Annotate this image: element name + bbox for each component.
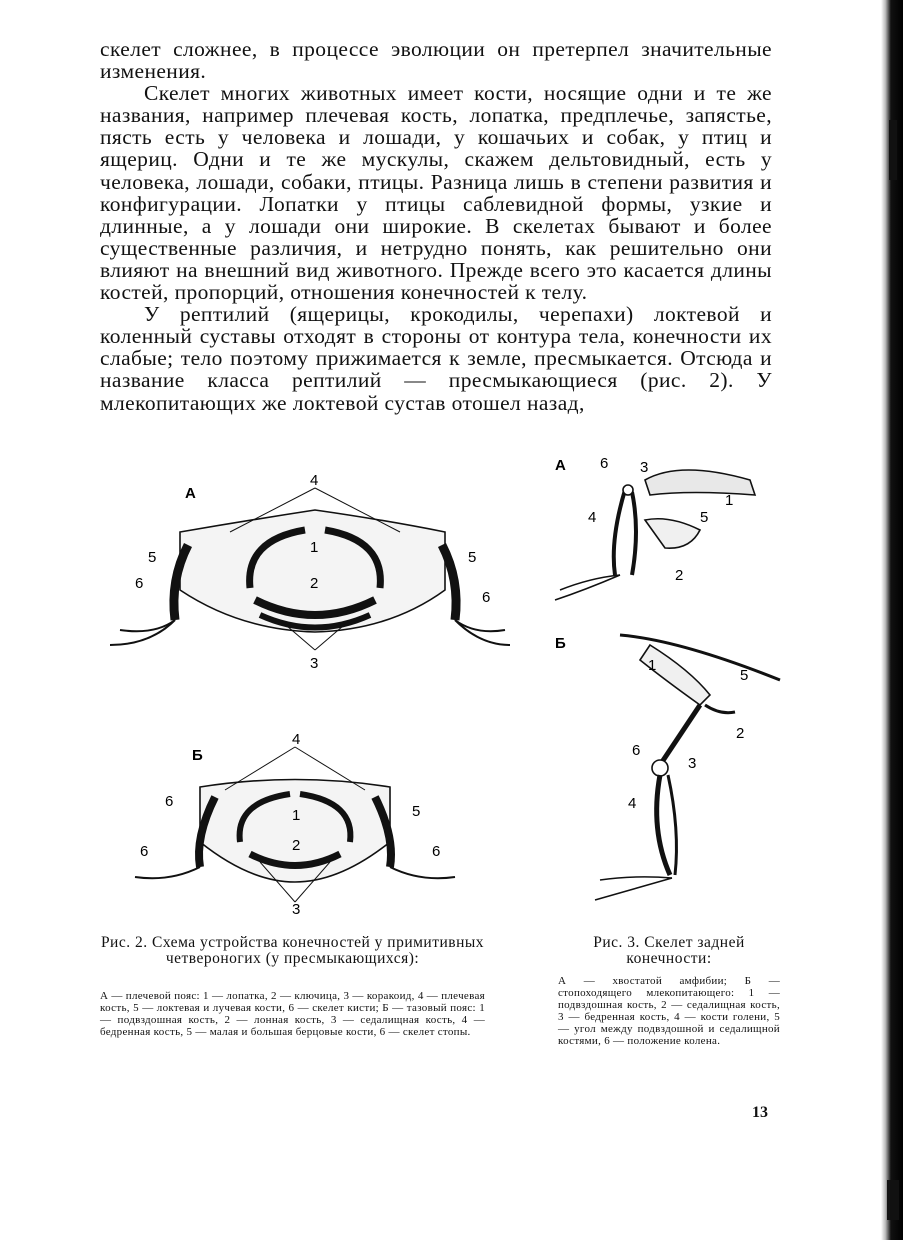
ilium bbox=[640, 645, 710, 705]
figure-2-caption-title: Рис. 2. Схема устройства конечностей у примитивных четвероногих (у пресмыкающихся): bbox=[100, 934, 485, 967]
callout-number: 3 bbox=[688, 755, 697, 772]
figure-3a-amphibian-limb bbox=[540, 450, 780, 620]
fig3a-label: А bbox=[555, 457, 566, 474]
vertebral-column bbox=[645, 470, 755, 495]
hand-left bbox=[120, 620, 175, 631]
fig2b-label: Б bbox=[192, 747, 203, 764]
callout-number: 6 bbox=[140, 843, 149, 860]
page-number: 13 bbox=[752, 1104, 768, 1121]
callout-number: 1 bbox=[310, 539, 319, 556]
figure-3b-mammal-limb bbox=[540, 620, 790, 920]
knee-joint bbox=[623, 485, 633, 495]
paragraph-1: скелет сложнее, в процессе эволюции он претерпел значительные изменения. bbox=[100, 37, 772, 84]
callout-number: 6 bbox=[165, 793, 174, 810]
callout-number: 1 bbox=[648, 657, 657, 674]
fig3b-label: Б bbox=[555, 635, 566, 652]
callout-number: 4 bbox=[628, 795, 637, 812]
knee-joint bbox=[652, 760, 668, 776]
callout-number: 2 bbox=[736, 725, 745, 742]
femur bbox=[614, 490, 625, 575]
figure-3-caption-title: Рис. 3. Скелет задней конечности: bbox=[593, 934, 745, 967]
callout-number: 2 bbox=[310, 575, 319, 592]
callout-number: 4 bbox=[588, 509, 597, 526]
callout-number: 2 bbox=[292, 837, 301, 854]
main-text bbox=[100, 38, 772, 414]
callout-number: 3 bbox=[292, 901, 301, 918]
tibia bbox=[657, 775, 670, 875]
figure-3-caption-body: А — хвостатой амфибии; Б — стопоходящего млекопитающего: 1 — подвздошная кость, 2 — седалищная кость, 3 — бедренная кость, 4 — кости голени, 5 — угол между подвздошной и седалищной костями, 6 — положение колена. bbox=[558, 975, 780, 1047]
callout-number: 6 bbox=[600, 455, 609, 472]
callout-number: 1 bbox=[725, 492, 734, 509]
figure-2b-pelvic-girdle bbox=[110, 731, 480, 918]
tibia-fibula bbox=[632, 492, 636, 575]
callout-number: 4 bbox=[310, 472, 319, 489]
callout-number: 1 bbox=[292, 807, 301, 824]
callout-number: 5 bbox=[740, 667, 749, 684]
callout-number: 3 bbox=[310, 655, 319, 672]
callout-number: 5 bbox=[412, 803, 421, 820]
callout-number: 4 bbox=[292, 731, 301, 748]
callout-number: 6 bbox=[632, 742, 641, 759]
callout-number: 5 bbox=[700, 509, 709, 526]
callout-number: 2 bbox=[675, 567, 684, 584]
foot-left bbox=[135, 867, 200, 878]
page-edge-shadow bbox=[881, 0, 903, 1240]
figure-2a-shoulder-girdle bbox=[100, 470, 520, 680]
pelvis bbox=[645, 519, 700, 548]
foot bbox=[600, 877, 672, 880]
callout-number: 5 bbox=[468, 549, 477, 566]
foot-right bbox=[390, 867, 455, 878]
fibula bbox=[668, 775, 676, 875]
figure-2-caption-body: А — плечевой пояс: 1 — лопатка, 2 — ключица, 3 — коракоид, 4 — плечевая кость, 5 — локтевая и лучевая кости, 6 — скелет кисти; Б — тазовый пояс: 1 — подвздошная кость, 2 — лонная кость, 3 — седалищная кость, 4 — бедренная кость, 5 — малая и большая берцовые кости, 6 — скелет стопы. bbox=[100, 990, 485, 1038]
fig2a-label: А bbox=[185, 485, 196, 502]
callout-number: 6 bbox=[135, 575, 144, 592]
paragraph-2: Скелет многих животных имеет кости, носящие одни и те же названия, например плечевая кость, лопатка, предплечье, запястье, пясть есть у человека и лошади, у кошачьих и собак, у птиц и ящериц. Одни и те же мускулы, скажем дельтовидный, есть у человека, лошади, собаки, птицы. Разница лишь в степени развития и конфигурации. Лопатки у птицы саблевидной формы, узкие и длинные, а у лошади они широкие. В скелетах бывают и более существенные различия, и нетрудно понять, как решительно они влияют на внешний вид животного. Прежде всего это касается длины костей, пропорций, отношения конечностей к телу. bbox=[100, 81, 772, 305]
callout-number: 5 bbox=[148, 549, 157, 566]
scan-artifact bbox=[887, 1180, 899, 1220]
callout-number: 6 bbox=[432, 843, 441, 860]
ischium bbox=[705, 705, 735, 713]
callout-number: 3 bbox=[640, 459, 649, 476]
paragraph-3: У рептилий (ящерицы, крокодилы, черепахи) локтевой и коленный суставы отходят в стороны от контура тела, конечности их слабые; тело поэтому прижимается к земле, пресмыкается. Отсюда и название класса рептилий — пресмыкающиеся (рис. 2). У млекопитающих же локтевой сустав отошел назад, bbox=[100, 302, 772, 415]
callout-number: 6 bbox=[482, 589, 491, 606]
scan-artifact bbox=[889, 120, 897, 180]
